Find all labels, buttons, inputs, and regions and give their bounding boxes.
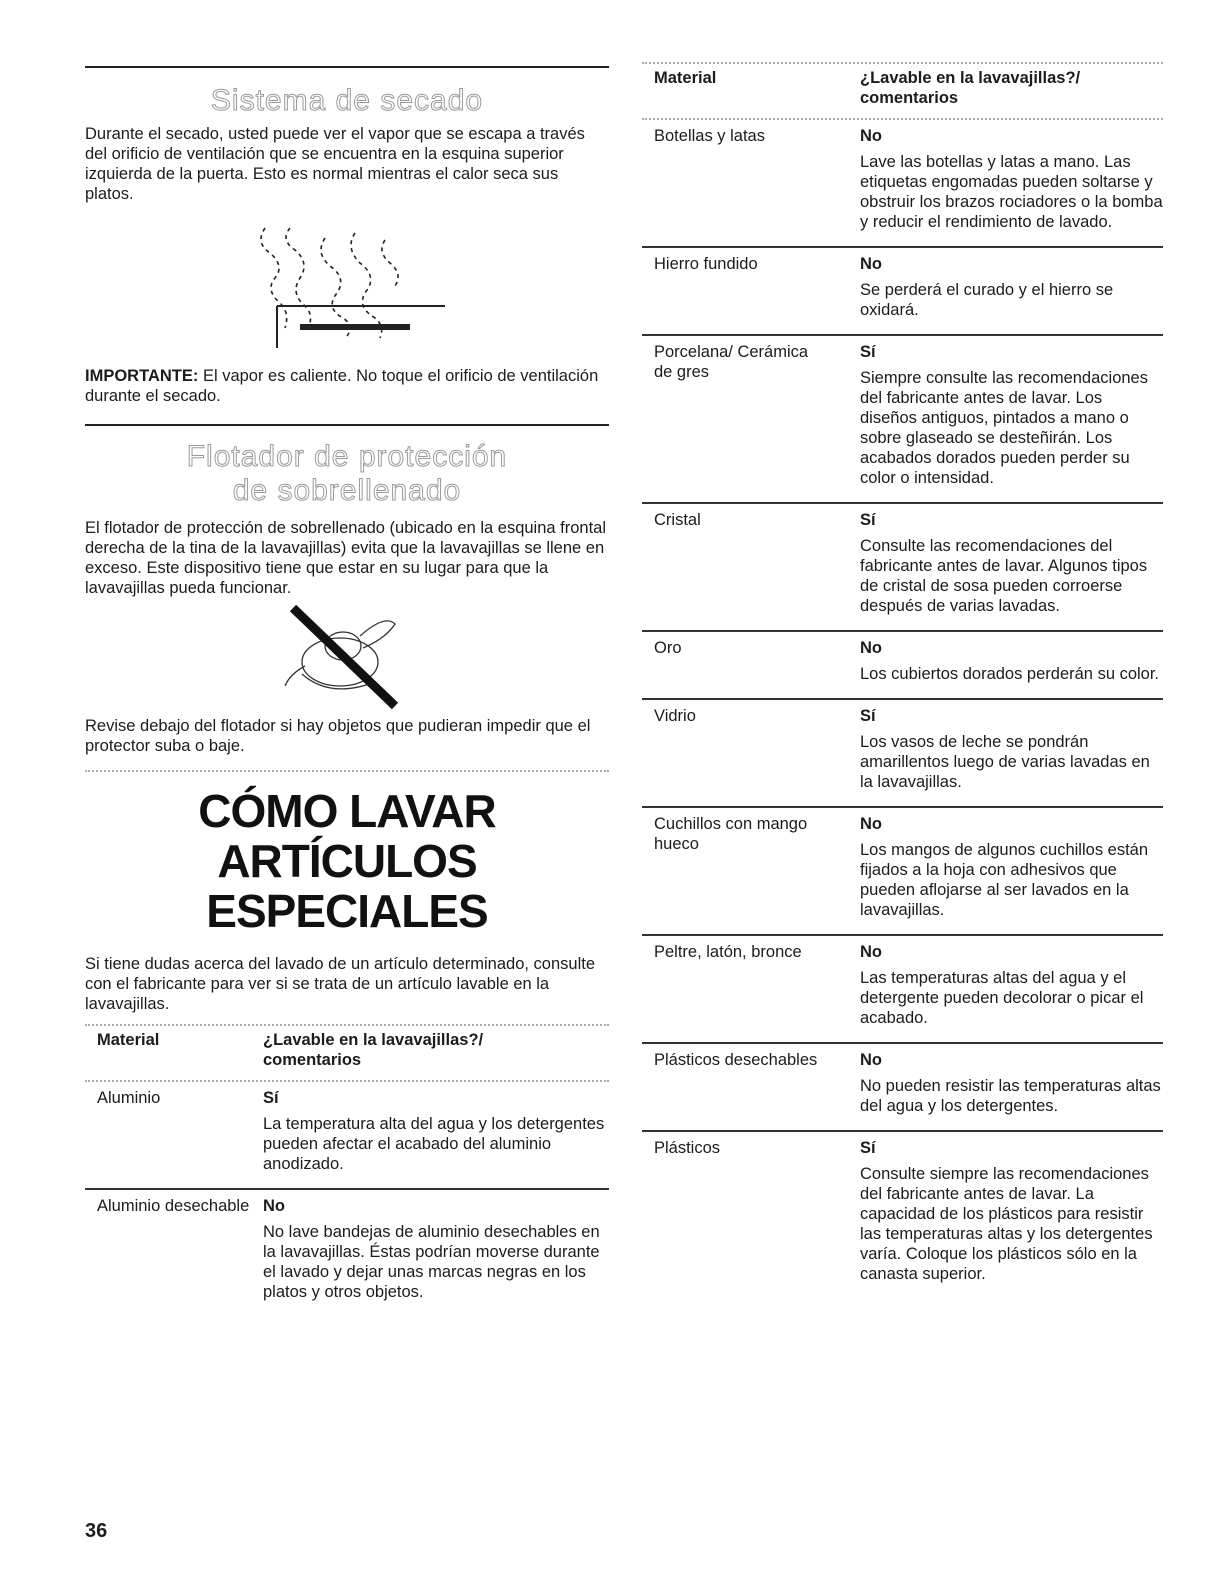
row-comment-text: No pueden resistir las temperaturas altas del agua y los detergentes.: [860, 1077, 1161, 1115]
row-comment-text: No lave bandejas de aluminio desechables en la lavavajillas. Éstas podrían moverse durante el lavado y dejar unas marcas negras en los platos y otros objetos.: [263, 1223, 600, 1301]
steam-icon: [85, 218, 609, 358]
header-material: Material: [97, 1031, 160, 1049]
row-comment: [860, 1131, 1163, 1298]
drying-title: Sistema de secado: [210, 84, 484, 117]
float-body: El flotador de protección de sobrellenado (ubicado en la esquina frontal derecha de la tina de la lavavajillas) evita que la lavavajillas se llene en exceso. Este dispositivo tiene que estar en su lugar para que la lavavajillas pueda funcionar.: [85, 519, 607, 597]
header-washable-line2: comentarios: [860, 89, 959, 107]
steam-vent-illustration: [85, 218, 609, 358]
table-row: [642, 120, 1163, 247]
table-row: [642, 631, 1163, 699]
header-washable-line2: comentarios: [263, 1051, 362, 1069]
row-material: Porcelana/ Cerámica de gres: [642, 335, 860, 503]
table-row: [642, 935, 1163, 1043]
table-row: [85, 1189, 609, 1316]
table-row: [642, 1043, 1163, 1131]
special-title-line1: CÓMO LAVAR: [198, 785, 496, 837]
row-comment: [263, 1082, 609, 1189]
row-comment-text: Se perderá el curado y el hierro se oxidará.: [860, 281, 1114, 319]
row-comment-text: Las temperaturas altas del agua y el detergente pueden decolorar o picar el acabado.: [860, 969, 1144, 1027]
row-material: Plásticos: [654, 1139, 721, 1157]
row-verdict: No: [860, 639, 882, 657]
section-rule: [85, 424, 609, 426]
special-title-line2: ARTÍCULOS: [217, 835, 477, 887]
row-comment-text: Los cubiertos dorados perderán su color.: [860, 665, 1160, 683]
row-material: Peltre, latón, bronce: [642, 935, 860, 1043]
row-material: Botellas y latas: [642, 120, 860, 247]
row-comment: [860, 699, 1163, 807]
table-row: [642, 1131, 1163, 1298]
row-comment: [860, 807, 1163, 935]
table-row: [642, 699, 1163, 807]
special-intro: Si tiene dudas acerca del lavado de un artículo determinado, consulte con el fabricante para ver si se trata de un artículo lavable en la lavavajillas.: [85, 955, 595, 1013]
row-verdict: No: [860, 255, 882, 273]
row-comment: [860, 247, 1163, 335]
special-title: [85, 786, 609, 936]
table-row: [642, 503, 1163, 631]
row-verdict: Sí: [860, 343, 876, 361]
float-title-line2: de sobrellenado: [232, 474, 462, 507]
section-rule: [85, 66, 609, 68]
row-comment-text: Consulte las recomendaciones del fabricante antes de lavar. Algunos tipos de cristal de sosa pueden corroerse después de varias lavadas.: [860, 537, 1148, 615]
row-verdict: Sí: [860, 707, 876, 725]
row-verdict: Sí: [263, 1089, 279, 1107]
float-no-icon: [85, 604, 609, 716]
row-material: Vidrio: [642, 699, 860, 807]
drying-important: [85, 366, 609, 406]
row-verdict: No: [860, 127, 882, 145]
row-material: Aluminio desechable: [97, 1197, 250, 1215]
row-comment-text: La temperatura alta del agua y los detergentes pueden afectar el acabado del aluminio anodizado.: [263, 1115, 605, 1173]
row-verdict: No: [860, 943, 882, 961]
row-comment: [860, 1043, 1163, 1131]
table-row: [642, 335, 1163, 503]
row-comment-text: Los mangos de algunos cuchillos están fijados a la hoja con adhesivos que pueden aflojarse al ser lavados en la lavavajillas.: [860, 841, 1149, 919]
table-row: [85, 1082, 609, 1189]
row-material: Oro: [642, 631, 860, 699]
important-text: El vapor es caliente. No toque el orificio de ventilación durante el secado.: [85, 367, 599, 405]
row-verdict: No: [263, 1197, 285, 1215]
row-comment: [860, 935, 1163, 1043]
row-comment: [860, 120, 1163, 247]
row-comment-text: Los vasos de leche se pondrán amarillentos luego de varias lavadas en la lavavajillas.: [860, 733, 1150, 791]
drying-body: Durante el secado, usted puede ver el vapor que se escapa a través del orificio de ventilación que se encuentra en la esquina superior izquierda de la puerta. Esto es normal mientras el calor seca sus platos.: [85, 125, 585, 203]
row-verdict: No: [860, 1051, 882, 1069]
materials-table-left: [85, 1026, 609, 1316]
row-comment-text: Consulte siempre las recomendaciones del fabricante antes de lavar. La capacidad de los plásticos para resistir las temperaturas altas y los detergentes varía. Coloque los plásticos sólo en la canasta superior.: [860, 1165, 1153, 1283]
header-washable-line1: ¿Lavable en la lavavajillas?/: [860, 69, 1081, 87]
row-comment: [263, 1189, 609, 1316]
row-verdict: Sí: [860, 511, 876, 529]
dotted-separator: [85, 770, 609, 772]
header-washable-line1: ¿Lavable en la lavavajillas?/: [263, 1031, 484, 1049]
page-number: 36: [85, 1520, 108, 1542]
right-column: [642, 60, 1163, 1298]
header-material: Material: [654, 69, 717, 87]
row-comment: [860, 503, 1163, 631]
row-material: Hierro fundido: [642, 247, 860, 335]
special-title-line3: ESPECIALES: [206, 885, 488, 937]
table-row: [642, 807, 1163, 935]
float-check-text: Revise debajo del flotador si hay objetos que pudieran impedir que el protector suba o baje.: [85, 717, 591, 755]
float-illustration: [85, 604, 609, 716]
row-comment: [860, 631, 1163, 699]
table-row: [642, 247, 1163, 335]
row-comment: [860, 335, 1163, 503]
row-material: Cristal: [642, 503, 860, 631]
row-comment-text: Lave las botellas y latas a mano. Las etiquetas engomadas pueden soltarse y obstruir los brazos rociadores o la bomba y reducir el rendimiento de lavado.: [860, 153, 1163, 231]
row-verdict: Sí: [860, 1139, 876, 1157]
materials-table-right: [642, 64, 1163, 1298]
row-material: Plásticos desechables: [642, 1043, 860, 1131]
row-material: Aluminio: [85, 1082, 263, 1189]
header-washable: [860, 64, 1163, 118]
float-title-line1: Flotador de protección: [186, 440, 508, 473]
important-label: IMPORTANTE:: [85, 367, 199, 385]
row-material: Cuchillos con mango hueco: [642, 807, 860, 935]
row-comment-text: Siempre consulte las recomendaciones del fabricante antes de lavar. Los diseños antiguos, pintados a mano o sobre glaseado se desteñirán. Los acabados dorados pueden perder su color o intensidad.: [860, 369, 1148, 487]
row-verdict: No: [860, 815, 882, 833]
left-column: [85, 60, 609, 1316]
header-washable: [263, 1026, 609, 1080]
